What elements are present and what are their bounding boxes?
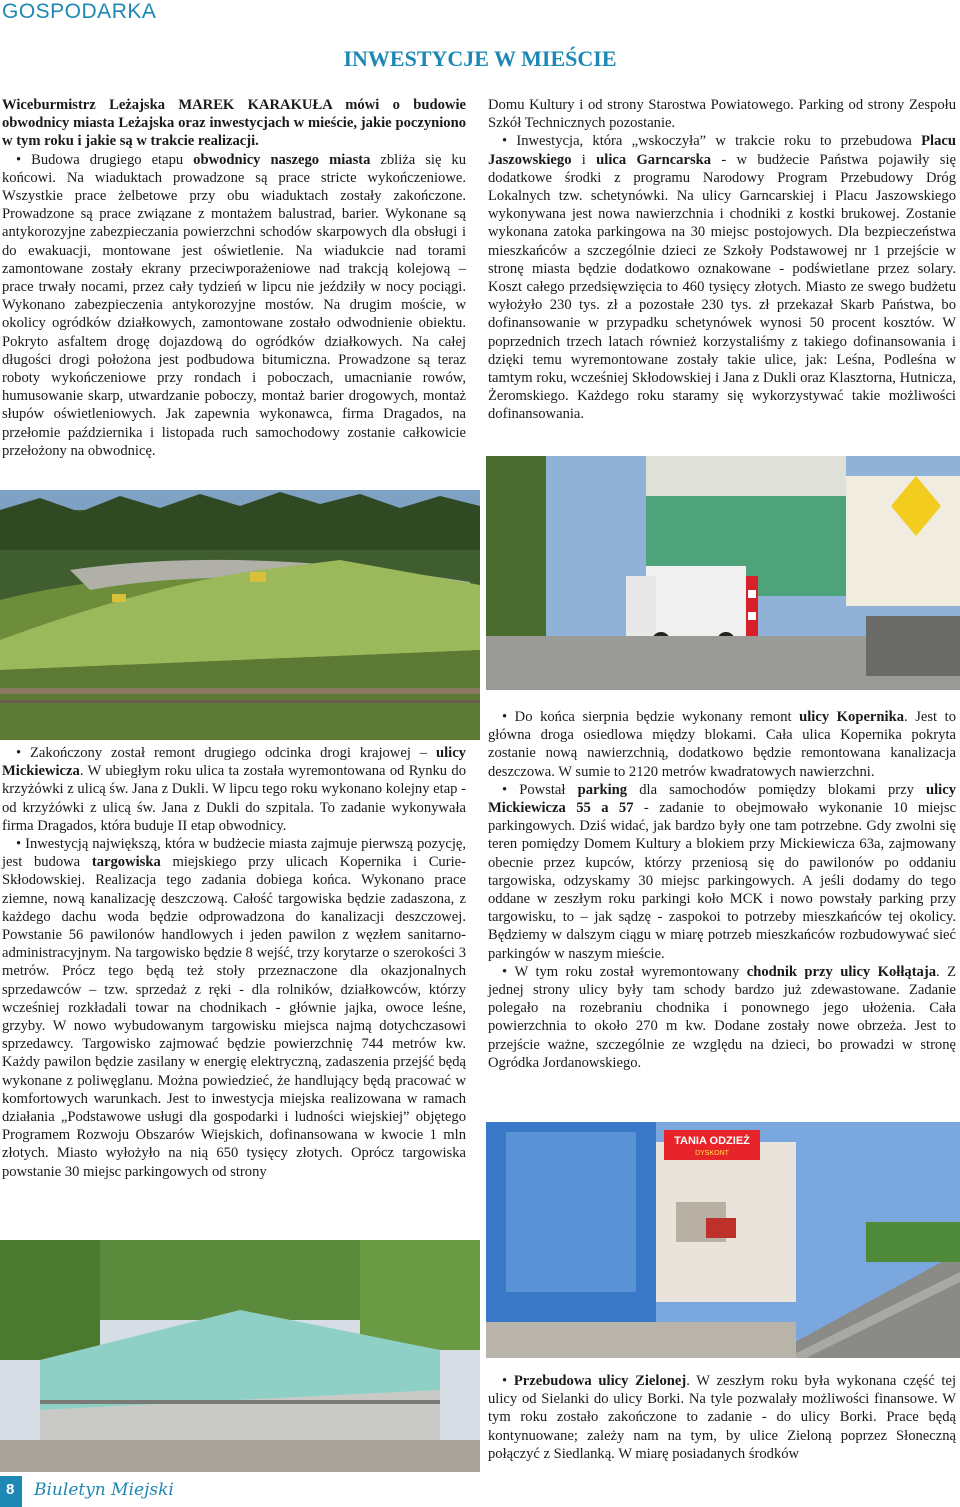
bullet-icon — [502, 1373, 514, 1389]
parking-paragraph: • Powstał parking dla samochodów pomiędzy blokami przy ulicy Mickiewicza 55 a 57 - zadanie to obejmowało wykonanie 10 miejsc parkingowych. Dziś widać, jak bardzo były one tam potrzebne. Gdy zwolni się teren pomiędzy Domem Kultury a blokiem przy Mickiewicza 63a, zajmowany obecnie przez kupców, którzy przeniosą się do pawilonów po oddaniu targowiska, odzyskamy 30 miejsc parkingowych. A jeśli dodamy do tego oddane w zeszłym roku parkingi koło MCK i nowo powstały parking przy targowisku, to – jak sądzę - zaspokoi to potrzeby mieszkańców tej okolicy. Będziemy w dalszym ciągu w miarę potrzeb mieszkańców rozbudowywać sieć parkingów w naszym mieście. — [488, 781, 956, 963]
bullet-icon — [16, 745, 30, 761]
photo-shop-stairs-image — [486, 1122, 960, 1358]
kollataja-paragraph: • W tym roku został wyremontowany chodnik przy ulicy Kołłątaja. Z jednej strony ulicy były tam schody bardzo już zdewastowane. Zadanie polegało na rozebraniu chodnika i ponownego jego ułożenia. Cała powierzchnia to około 270 m kw. Dodane zostały nowe obrzeża. Jest to przejście ważne, szczególnie ze względu na dzieci, bo prowadzi w stronę Ogródka Jordanowskiego. — [488, 963, 956, 1072]
article-column-right-top — [488, 96, 956, 424]
photo-square-works — [486, 456, 960, 690]
shop-sign-subtext: DYSKONT — [695, 1150, 729, 1157]
kopernika-paragraph: • Do końca sierpnia będzie wykonany remont ulicy Kopernika. Jest to główna droga osiedlowa między blokami. Cała ulica Kopernika pokryta zostanie nową nawierzchnią, dodatkowo będzie remontowana kanalizacja deszczowa. W sumie to 2120 metrów kwadratowych nawierzchni. — [488, 708, 956, 781]
photo-market-pavilions — [0, 1240, 480, 1472]
shop-sign-text: TANIA ODZIEŻ — [674, 1135, 750, 1147]
bullet-icon — [16, 152, 31, 168]
article-column-right-bottom — [488, 1372, 956, 1463]
zielona-paragraph: • Przebudowa ulicy Zielonej. W zeszłym roku była wykonana część tej ulicy od Sielanki do ulicy Borki. Na tyle pozwalały możliwości finansowe. W tym roku zostało zakończone to zadanie - do ulicy Borki. Prace będą kontynuowane; zależy nam na tym, by ulice Zieloną poprzez Słoneczną połączyć z Siedlanką. W miarę posiadanych środków — [488, 1372, 956, 1463]
page-number: 8 — [6, 1481, 15, 1498]
bullet-icon — [502, 964, 515, 980]
article-column-right-middle — [488, 708, 956, 1072]
photo-bypass-road — [0, 490, 480, 740]
photo-market-pavilions-image — [0, 1240, 480, 1472]
square-paragraph: • Inwestycja, która „wskoczyła” w trakcie roku to przebudowa Placu Jaszowskiego i ulica Garncarska - w budżecie Państwa pojawiły się dodatkowe środki z programu Narodowy Program Przebudowy Dróg Lokalnych tzw. schetynówki. Na ulicy Garncarskiej i Placu Jaszowskiego wykonywana jest nowa nawierzchnia i chodniki z kostki brukowej. Zostanie wykonana zatoka parkingowa na 30 miejsc postojowych. Dla bezpieczeństwa mieszkańców a szczególnie dzieci ze Szkoły Podstawowej nr 1 przejście w stronę miasta będzie dodatkowo oznakowane - podświetlane przez solary. Koszt całego przedsięwzięcia to 460 tysięcy złotych. Miasto ze swego budżetu wyłożyło 230 tys. zł a pozostałe 230 tys. zł przekazał Skarb Państwa, bo dofinansowanie w przypadku schetynówek wynosi 50 procent kosztów. W poprzednich trzech latach również korzystaliśmy z takiego dofinansowania i dzięki temu wyremontowane zostały takie ulice, jak: Leśna, Podleśna w tamtym roku, wcześniej Skłodowskiej i Jana z Dukli oraz Klasztorna, Hutnicza, Żeromskiego. Każdego roku staramy się wykorzystywać takie możliwości dofinansowania. — [488, 132, 956, 423]
bullet-icon — [502, 782, 519, 798]
photo-shop-stairs — [486, 1122, 960, 1358]
page-title: INWESTYCJE W MIEŚCIE — [343, 46, 617, 71]
section-label: GOSPODARKA — [2, 0, 157, 23]
mickiewicza-paragraph: • Zakończony został remont drugiego odcinka drogi krajowej – ulicy Mickiewicza. W ubiegłym roku ulica ta została wyremontowana od Rynku do krzyżówki z ulicą św. Jana z Dukli. W lipcu tego roku wykonano kolejny etap - od krzyżówki z ulicą św. Jana z Dukli do szpitala. To zadanie wykonywała firma Dragados, która buduje II etap obwodnicy. — [2, 744, 466, 835]
bullet-icon — [502, 709, 515, 725]
publication-name: Biuletyn Miejski — [34, 1480, 174, 1500]
photo-bypass-road-image — [0, 490, 480, 740]
article-column-left-top — [2, 96, 466, 460]
page-footer — [0, 1476, 960, 1507]
article-column-left-middle — [2, 744, 466, 1181]
photo-square-works-image — [486, 456, 960, 690]
intro-paragraph: Wiceburmistrz Leżajska MAREK KARAKUŁA mówi o budowie obwodnicy miasta Leżajska oraz inwestycjach w mieście, jakie poczyniono w tym roku i jakie są w trakcie realizacji. — [2, 97, 466, 150]
market-paragraph: • Inwestycją największą, która w budżecie miasta zajmuje pierwszą pozycję, jest budowa targowiska miejskiego przy ulicach Kopernika i Curie-Skłodowskiej. Realizacja tego zadania dobiega końca. Wykonano prace ziemne, nową kanalizację deszczową. Całość targowiska będzie zadaszona, z każdego dachu woda będzie odprowadzona do kanalizacji deszczowej. Powstanie 56 pawilonów handlowych i jeden pawilon z węzłem sanitarno-administracyjnym. Na targowisko będzie 8 wejść, trzy korytarze o szerokości 3 metrów. Prócz tego będą też stoły przeznaczone dla okazjonalnych sprzedawców – tzw. sprzedaż z ręki - dla rolników, działkowców, którzy wcześniej rozkładali towar na chodnikach - głównie jajka, owoce leśne, grzyby. W nowo wybudowanym targowisku miejsca najmą dotychczasowi sprzedawcy. Targowisko zajmować będzie powierzchnię 744 metrów kw. Każdy pawilon będzie zasilany w energię elektryczną, zadaszenia przejść będą wykonane z poliwęglanu. Można powiedzieć, że handlujący będą pracować w komfortowych warunkach. Jest to inwestycja miejska realizowana w ramach działania „Podstawowe usługi dla gospodarki i ludności wiejskiej” objętego Programem Rozwoju Obszarów Wiejskich, dofinansowana w kwocie 1 mln złotych. Miasto wyłożyło na nią 650 tysięcy złotych. Oprócz targowiska powstanie 30 miejsc parkingowych od strony — [2, 835, 466, 1181]
bullet-icon — [502, 133, 516, 149]
bullet-icon — [16, 836, 25, 852]
parking-continuation: Domu Kultury i od strony Starostwa Powiatowego. Parking od strony Zespołu Szkół Technicznych pozostanie. — [488, 97, 956, 132]
bypass-paragraph: • Budowa drugiego etapu obwodnicy naszego miasta zbliża się ku końcowi. Na wiaduktach prowadzone są prace stricte wykończeniowe. Wszystkie prace żelbetowe przy obu wiaduktach zostały zakończone. Prowadzone są prace związane z montażem balustrad, barier. Wykonane są antykorozyjne zabezpieczania powierzchni schodów skarpowych dla obsługi i do ewakuacji, montowane jest oświetlenie. Na wiadukcie nad torami zamontowane zostały ekrany przeciwporażeniowe nad trakcją kolejową – prace trwały nocami, przez cały tydzień w lipcu nie jeździły w nocy pociągi. Wykonano zabezpieczenia antykorozyjne mostów. Na drugim moście, w okolicy ogródków działkowych, zamontowane zostało odwodnienie obiektu. Pokryto asfaltem drogę dojazdową do ogródków działkowych. Na całej długości drogi położona jest podbudowa bitumiczna. Prowadzone są teraz roboty wykończeniowe przy rondach i poboczach, umacnianie rowów, humusowanie skarp, utwardzanie poboczy, montaż barier drogowych, montaż słupów oświetleniowych. Jak zapewnia wykonawca, firma Dragados, na przełomie października i listopada ruch samochodowy zostanie całkowicie przełożony na obwodnicę. — [2, 151, 466, 460]
